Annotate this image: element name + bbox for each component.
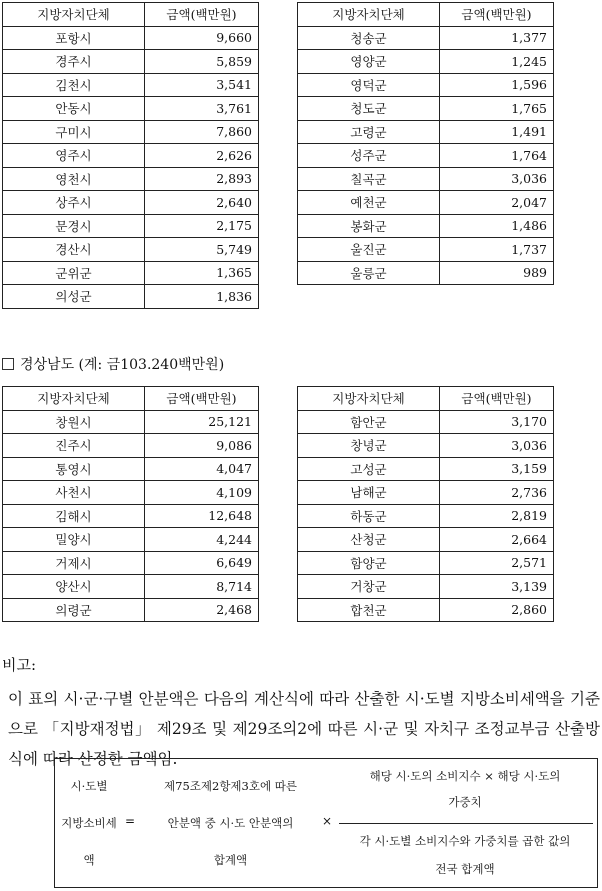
entity-name-cell: 김천시 [3,73,145,97]
table-row [3,285,259,309]
table-row [3,410,259,434]
entity-name-cell: 고성군 [298,457,440,481]
amount-cell: 3,036 [440,434,554,458]
table-row [298,167,554,191]
entity-name-cell: 남해군 [298,481,440,505]
table-row [298,238,554,262]
table-row [3,261,259,285]
entity-name-cell: 봉화군 [298,214,440,238]
table-row [298,261,554,285]
table-header-row [298,387,554,411]
fraction-denominator [335,827,595,883]
amount-cell: 9,660 [145,26,259,50]
table-row [3,504,259,528]
note-text: 이 표의 시·군·구별 안분액은 다음의 계산식에 따라 산출한 시·도별 지방소비세액을 기준으로 「지방재정법」 제29조 및 제29조의2에 따른 시·군 및 자치구 조정교부금 산출방식에 따라 산정한 금액임. [8,690,600,768]
entity-name-cell: 안동시 [3,97,145,121]
amount-cell: 6,649 [145,551,259,575]
entity-name-cell: 창녕군 [298,434,440,458]
denominator-line: 각 시·도별 소비지수와 가중치를 곱한 값의 [359,834,571,848]
times-sign: × [322,814,333,828]
denominator-line: 전국 합계액 [435,862,495,876]
table-row [298,410,554,434]
amount-cell: 3,541 [145,73,259,97]
equals-sign: = [125,814,136,828]
table-row [3,238,259,262]
amount-cell: 1,764 [440,144,554,168]
header-entity: 지방자치단체 [298,387,440,411]
table-gyeongnam-right [297,386,554,622]
table-row [298,50,554,74]
table-gyeongnam-left [2,386,259,622]
table-row [298,434,554,458]
entity-name-cell: 산청군 [298,528,440,552]
amount-cell: 12,648 [145,504,259,528]
table-row [3,481,259,505]
entity-name-cell: 진주시 [3,434,145,458]
entity-name-cell: 의성군 [3,285,145,309]
amount-cell: 2,640 [145,191,259,215]
table-row [298,26,554,50]
amount-cell: 2,626 [145,144,259,168]
table-row [3,457,259,481]
table-row [298,73,554,97]
table-row [298,481,554,505]
formula-base-line: 제75조제2항제3호에 따른 [164,778,297,793]
formula-base-line: 안분액 중 시·도 안분액의 [167,815,294,830]
entity-name-cell: 통영시 [3,457,145,481]
table-row [298,551,554,575]
table-row [3,191,259,215]
table-row [3,144,259,168]
amount-cell: 1,737 [440,238,554,262]
amount-cell: 5,859 [145,50,259,74]
table-row [298,575,554,599]
entity-name-cell: 함양군 [298,551,440,575]
header-amount: 금액(백만원) [440,387,554,411]
amount-cell: 2,819 [440,504,554,528]
amount-cell: 2,664 [440,528,554,552]
amount-cell: 2,736 [440,481,554,505]
table-header-row [3,3,259,27]
amount-cell: 1,765 [440,97,554,121]
amount-cell: 1,596 [440,73,554,97]
amount-cell: 5,749 [145,238,259,262]
amount-cell: 8,714 [145,575,259,599]
entity-name-cell: 합천군 [298,598,440,622]
section-title: 경상남도 (계: 금103.240백만원) [20,357,225,373]
numerator-line: 가중치 [448,795,482,809]
table-row [3,167,259,191]
amount-cell: 4,109 [145,481,259,505]
entity-name-cell: 성주군 [298,144,440,168]
amount-cell: 9,086 [145,434,259,458]
entity-name-cell: 영덕군 [298,73,440,97]
entity-name-cell: 울릉군 [298,261,440,285]
amount-cell: 4,047 [145,457,259,481]
amount-cell: 1,486 [440,214,554,238]
table-row [298,504,554,528]
amount-cell: 2,571 [440,551,554,575]
table-gyeongbuk-left [2,2,259,309]
note-label: 비고: [2,656,37,674]
table-row [3,551,259,575]
entity-name-cell: 거창군 [298,575,440,599]
amount-cell: 1,491 [440,120,554,144]
header-entity: 지방자치단체 [298,3,440,27]
entity-name-cell: 울진군 [298,238,440,262]
amount-cell: 2,893 [145,167,259,191]
formula-base-line: 합계액 [213,853,248,868]
table-row [298,214,554,238]
amount-cell: 989 [440,261,554,285]
entity-name-cell: 경산시 [3,238,145,262]
formula-lhs-line: 액 [83,853,95,868]
table-header-row [298,3,554,27]
table-row [298,144,554,168]
amount-cell: 2,468 [145,598,259,622]
amount-cell: 3,036 [440,167,554,191]
table-row [3,214,259,238]
entity-name-cell: 함안군 [298,410,440,434]
amount-cell: 3,761 [145,97,259,121]
amount-cell: 25,121 [145,410,259,434]
formula-lhs [55,759,123,887]
entity-name-cell: 영주시 [3,144,145,168]
table-row [3,50,259,74]
entity-name-cell: 양산시 [3,575,145,599]
formula-box [54,758,598,888]
header-amount: 금액(백만원) [145,3,259,27]
entity-name-cell: 영양군 [298,50,440,74]
table-row [298,457,554,481]
entity-name-cell: 의령군 [3,598,145,622]
entity-name-cell: 포항시 [3,26,145,50]
amount-cell: 2,175 [145,214,259,238]
entity-name-cell: 군위군 [3,261,145,285]
header-amount: 금액(백만원) [440,3,554,27]
entity-name-cell: 청송군 [298,26,440,50]
table-row [298,528,554,552]
formula-lhs-line: 지방소비세 [61,815,117,830]
entity-name-cell: 경주시 [3,50,145,74]
table-row [298,97,554,121]
entity-name-cell: 거제시 [3,551,145,575]
entity-name-cell: 영천시 [3,167,145,191]
amount-cell: 3,159 [440,457,554,481]
amount-cell: 1,245 [440,50,554,74]
amount-cell: 2,860 [440,598,554,622]
entity-name-cell: 창원시 [3,410,145,434]
table-row [298,191,554,215]
entity-name-cell: 문경시 [3,214,145,238]
entity-name-cell: 예천군 [298,191,440,215]
table-row [3,73,259,97]
entity-name-cell: 사천시 [3,481,145,505]
table-gyeongbuk-right [297,2,554,285]
fraction-numerator [335,763,595,815]
table-row [3,598,259,622]
entity-name-cell: 청도군 [298,97,440,121]
header-entity: 지방자치단체 [3,387,145,411]
entity-name-cell: 상주시 [3,191,145,215]
amount-cell: 1,365 [145,261,259,285]
amount-cell: 3,170 [440,410,554,434]
table-row [3,26,259,50]
entity-name-cell: 고령군 [298,120,440,144]
entity-name-cell: 김해시 [3,504,145,528]
numerator-line: 해당 시·도의 소비지수 × 해당 시·도의 [369,769,561,783]
table-row [3,120,259,144]
fraction-bar [339,823,593,824]
entity-name-cell: 밀양시 [3,528,145,552]
table-row [3,434,259,458]
entity-name-cell: 하동군 [298,504,440,528]
amount-cell: 1,836 [145,285,259,309]
table-row [3,97,259,121]
amount-cell: 2,047 [440,191,554,215]
formula-base-amount [143,759,318,887]
amount-cell: 7,860 [145,120,259,144]
table-row [3,575,259,599]
table-row [298,120,554,144]
amount-cell: 4,244 [145,528,259,552]
section-heading [2,354,224,374]
amount-cell: 3,139 [440,575,554,599]
entity-name-cell: 칠곡군 [298,167,440,191]
header-amount: 금액(백만원) [145,387,259,411]
formula-fraction [335,759,595,887]
table-row [3,528,259,552]
table-row [298,598,554,622]
checkbox-square-icon [2,358,14,370]
formula-lhs-line: 시·도별 [70,778,108,793]
header-entity: 지방자치단체 [3,3,145,27]
entity-name-cell: 구미시 [3,120,145,144]
amount-cell: 1,377 [440,26,554,50]
table-header-row [3,387,259,411]
